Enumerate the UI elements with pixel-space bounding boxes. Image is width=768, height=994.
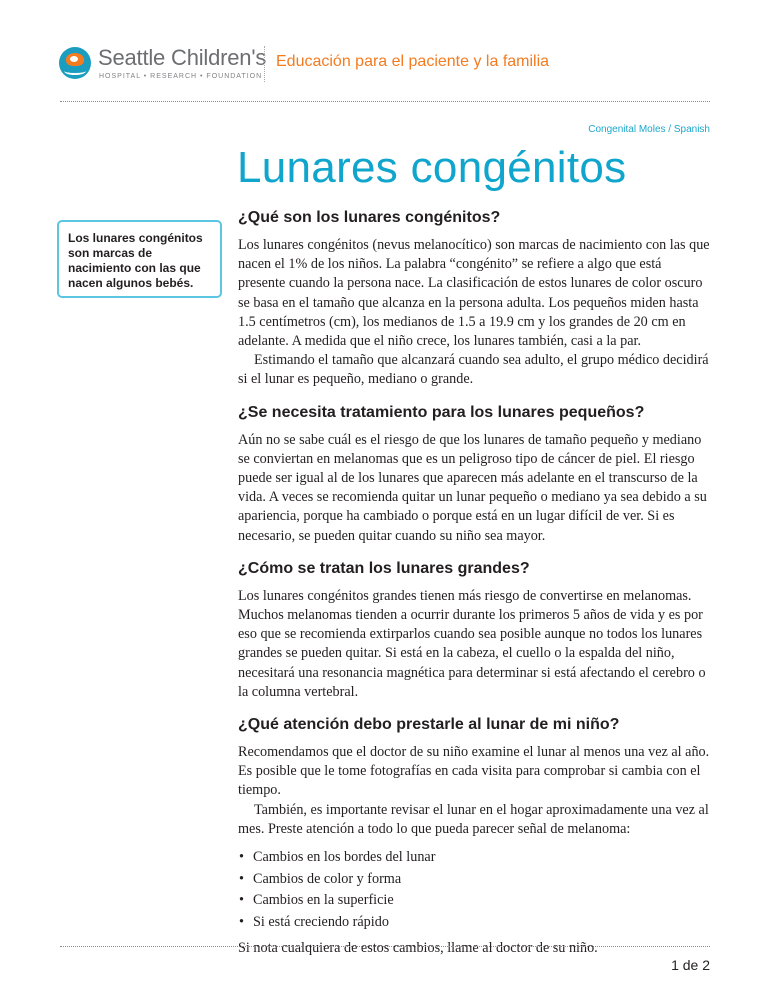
brand-name: Seattle Children's: [98, 45, 267, 70]
list-item-text: Cambios en la superficie: [253, 892, 394, 909]
header-title: Educación para el paciente y la familia: [276, 53, 550, 70]
bullet-icon: •: [239, 849, 244, 866]
header-divider: [264, 46, 265, 82]
closing-paragraph: Si nota cualquiera de estos cambios, llame al doctor de su niño.: [238, 940, 598, 957]
brand-subtitle: HOSPITAL • RESEARCH • FOUNDATION: [99, 73, 263, 80]
bottom-divider: [60, 946, 710, 947]
seattle-childrens-logo-icon: [59, 47, 91, 79]
section-attention: [238, 715, 710, 958]
section-paragraph: Aún no se sabe cuál es el riesgo de que los lunares de tamaño pequeño y mediano se conviertan en melanomas que es un peligroso tipo de cáncer de piel. El riesgo puede ser igual al de los lunares que aparecen más adelante en el transcurso de la vida. A veces se recomienda quitar un lunar pequeño o mediano ya sea debido a su apariencia, porque ha cambiado o porque está en un lugar difícil de ver. Si es necesario, se pueden quitar cuando su niño sea mayor.: [238, 431, 707, 544]
main-content: [238, 208, 710, 971]
bullet-icon: •: [239, 892, 244, 909]
list-item: [238, 890, 710, 912]
list-item: [238, 912, 710, 934]
callout-text: Los lunares congénitos son marcas de nacimiento con las que nacen algunos bebés.: [68, 231, 203, 290]
section-heading: ¿Cómo se tratan los lunares grandes?: [238, 559, 530, 577]
logo-hands-shape: [64, 67, 86, 75]
section-paragraph: Recomendamos que el doctor de su niño examine el lunar al menos una vez al año. Es posible que le tome fotografías en cada visita para comprobar si cambia con el tiempo.: [238, 744, 710, 799]
section-paragraph: Los lunares congénitos (nevus melanocítico) son marcas de nacimiento con las que nacen el 1% de los niños. La palabra “congénito” se refiere a algo que está presente cuando la persona nace. La clasificación de estos lunares de color oscuro se basa en el tamaño que alcanza en la persona adulta. Los pequeños miden hasta 1.5 centímetros (cm), los medianos de 1.5 a 19.9 cm y los grandes de 20 cm en adelante. A medida que el niño crece, los lunares también, casi a la par.: [238, 237, 710, 350]
page-number: 1 de 2: [671, 957, 710, 973]
section-large-treatment: [238, 559, 710, 702]
list-item: [238, 847, 710, 869]
warning-signs-list: [238, 847, 710, 933]
top-divider: [60, 101, 710, 102]
section-heading: ¿Qué son los lunares congénitos?: [238, 209, 501, 226]
sidebar-callout: [57, 220, 222, 298]
section-what-are: [238, 208, 710, 390]
section-paragraph: Los lunares congénitos grandes tienen más riesgo de convertirse en melanomas. Muchos melanomas tienden a ocurrir durante los primeros 5 años de vida y es por eso que se recomienda extirparlos cuando sea posible aunque no todos los lunares grandes se pueden quitar. Si está en la cabeza, el cuello o la espalda del niño, necesitará una resonancia magnética para determinar si está afectando el cerebro o la columna vertebral.: [238, 587, 706, 700]
logo-eye-shape: [70, 56, 78, 62]
bullet-icon: •: [239, 870, 244, 887]
list-item: [238, 869, 710, 891]
document-tag: Congenital Moles / Spanish: [588, 124, 710, 135]
section-heading: ¿Se necesita tratamiento para los lunares pequeños?: [238, 403, 645, 421]
section-heading: ¿Qué atención debo prestarle al lunar de mi niño?: [238, 716, 620, 734]
list-item-text: Si está creciendo rápido: [253, 913, 389, 930]
section-paragraph: Estimando el tamaño que alcanzará cuando sea adulto, el grupo médico decidirá si el lunar es pequeño, mediano o grande.: [238, 352, 709, 388]
section-small-treatment: [238, 403, 710, 546]
section-paragraph: También, es importante revisar el lunar en el hogar aproximadamente una vez al mes. Preste atención a todo lo que pueda parecer señal de melanoma:: [238, 801, 709, 837]
page-title: Lunares congénitos: [237, 143, 627, 192]
bullet-icon: •: [239, 913, 244, 930]
list-item-text: Cambios en los bordes del lunar: [253, 849, 436, 866]
list-item-text: Cambios de color y forma: [253, 870, 402, 887]
